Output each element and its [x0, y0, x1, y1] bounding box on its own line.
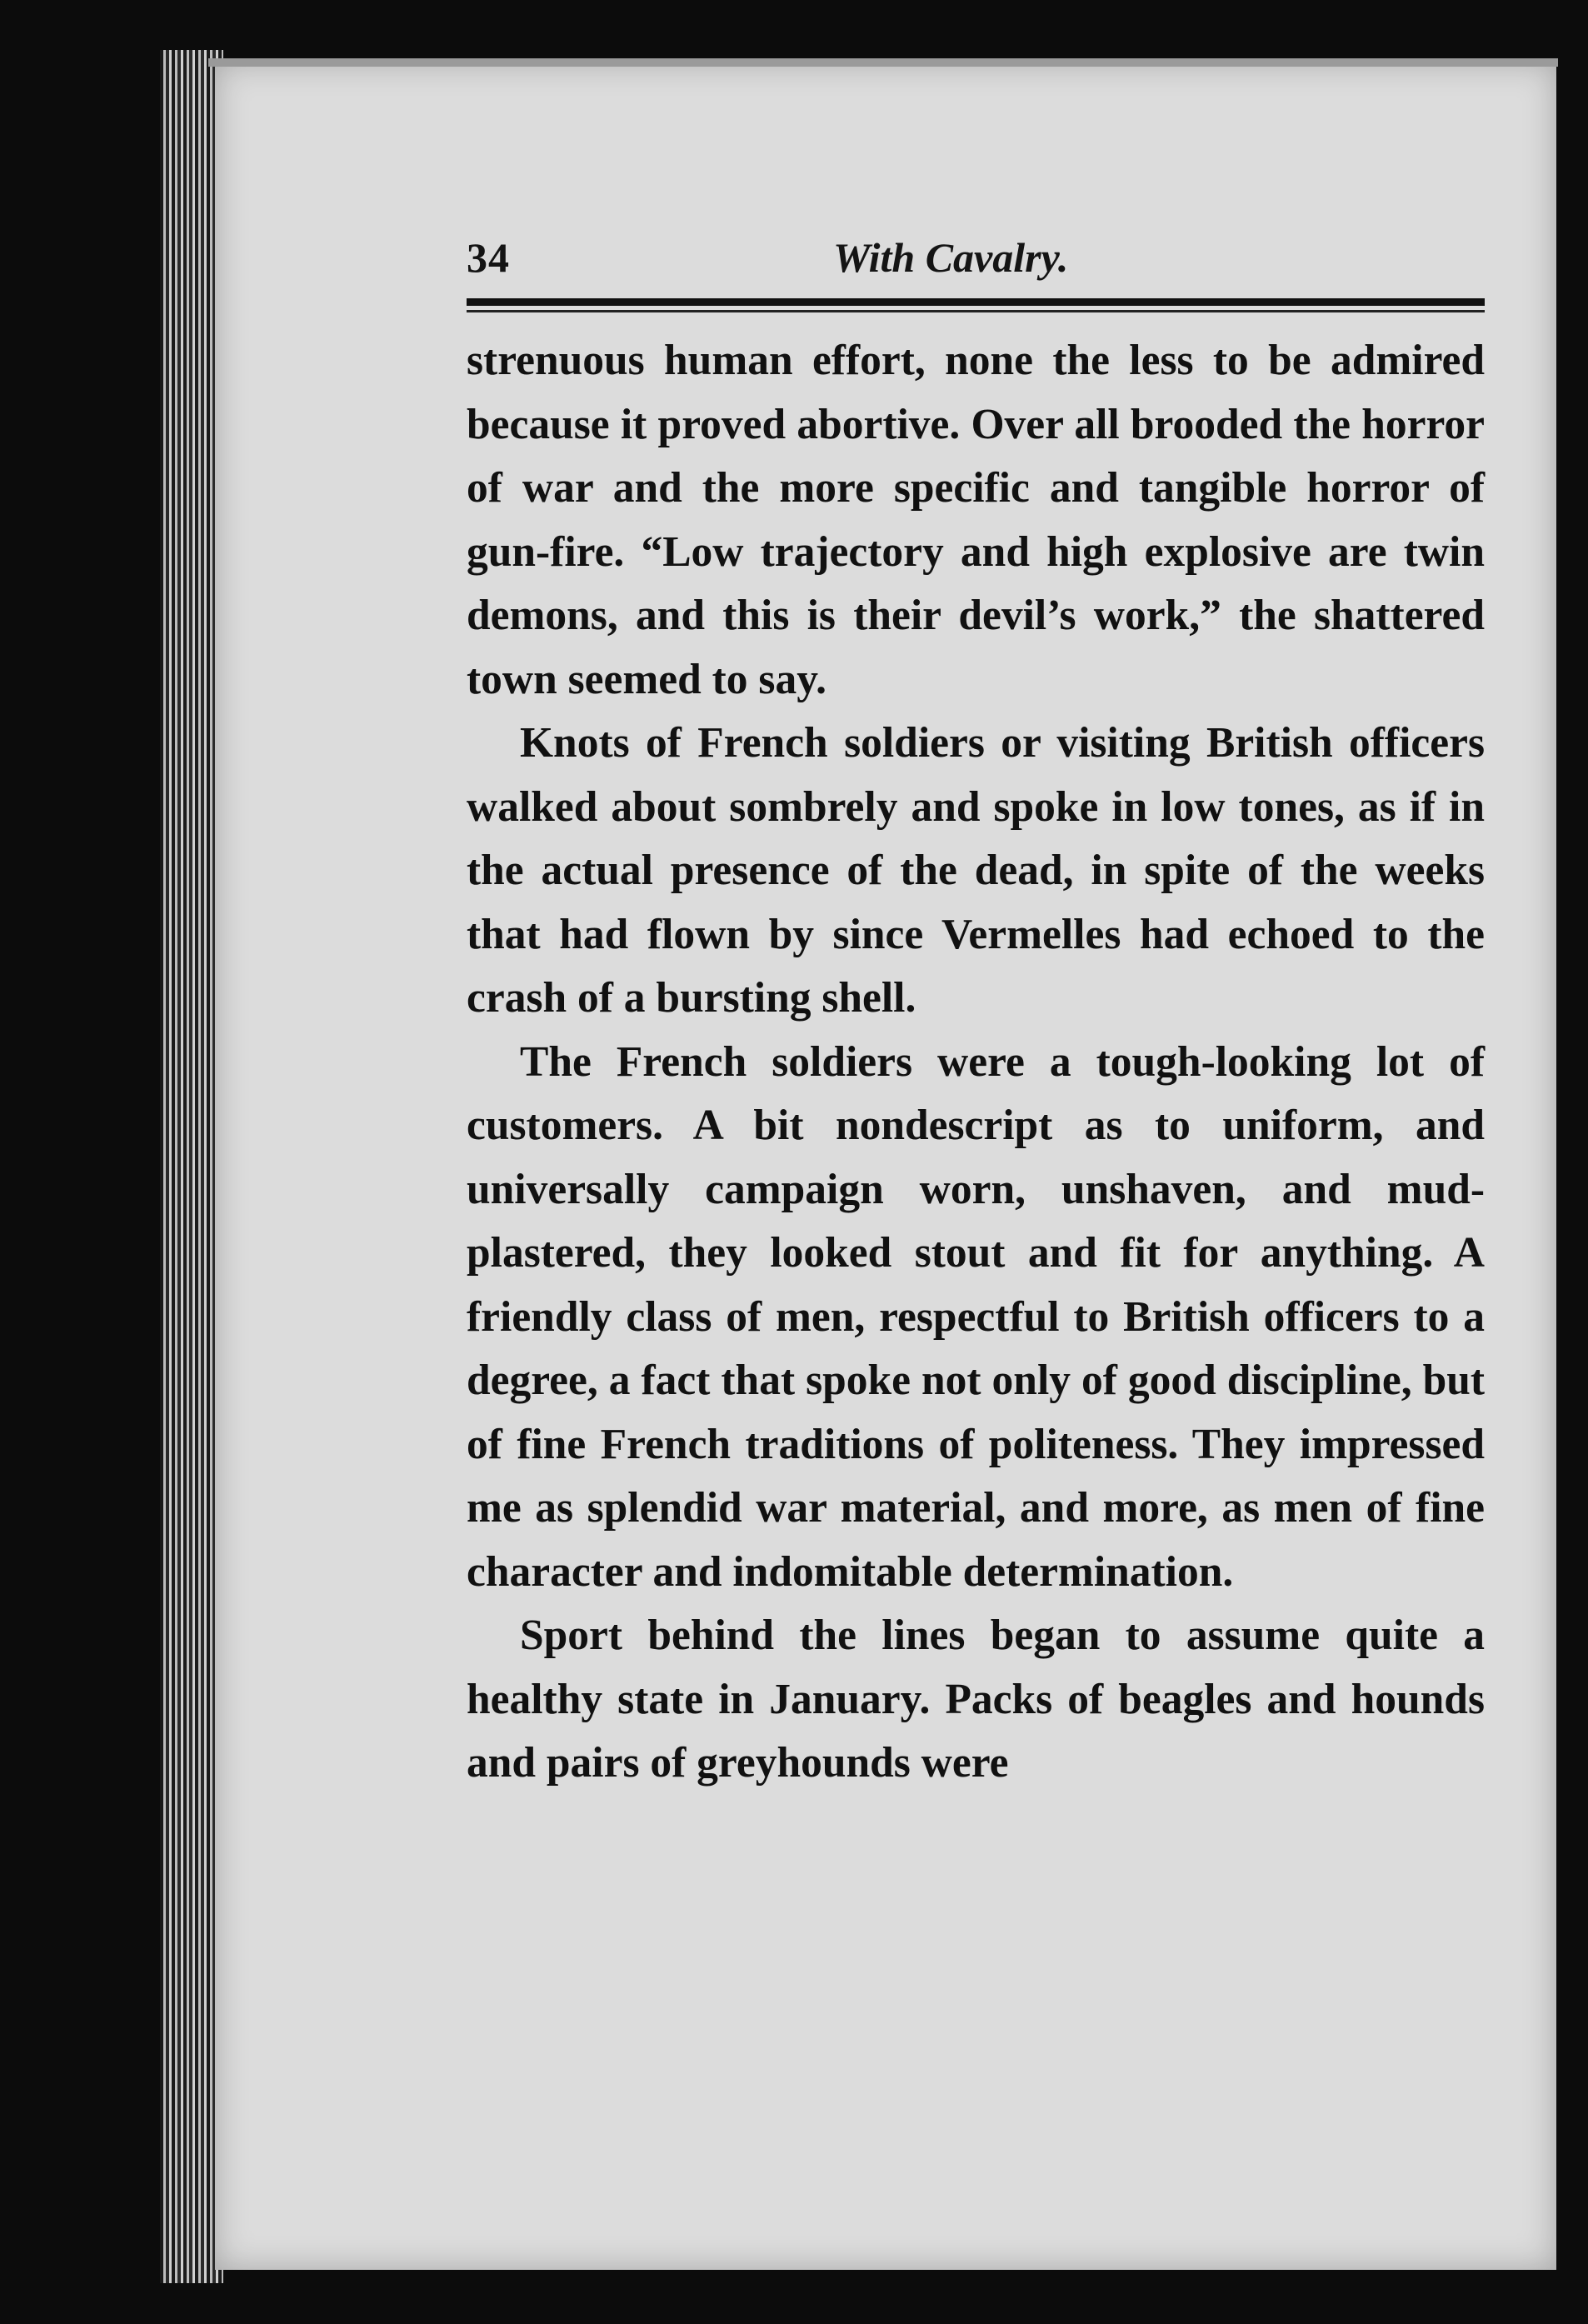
header-rule-thick: [467, 298, 1485, 306]
running-title: With Cavalry.: [833, 234, 1069, 281]
paragraph: Knots of French soldiers or visiting British officers walked about sombrely and spoke in low tones, as if in the actual presence of the dead, in spite of the weeks that had flown by since Vermelles had echoed to the crash of a bursting shell.: [467, 719, 1485, 1022]
header-rule-thin: [467, 310, 1485, 312]
page-number: 34: [467, 234, 510, 281]
paragraph: The French soldiers were a tough-looking lot of customers. A bit nondescript as to uniform, and universally campaign worn, unshaven, and mud-plastered, they looked stout and fit for anything. A friendly class of men, respectful to British officers to a degree, a fact that spoke not only of good discipline, but of fine French traditions of politeness. They impressed me as splendid war material, and more, as men of fine character and indomitable determination.: [467, 1037, 1485, 1596]
running-head: [467, 233, 1485, 292]
paragraph-continued: strenuous human effort, none the less to be admired because it proved abortive. Over all brooded the horror of war and the more specific and tangible horror of gun-fire. “Low trajectory and high explosive are twin demons, and this is their devil’s work,” the shattered town seemed to say.: [467, 337, 1485, 703]
body-text: [467, 329, 1485, 1796]
book-spine-edge: [160, 50, 223, 2283]
paragraph: Sport behind the lines began to assume quite a healthy state in January. Packs of beagles and hounds and pairs of greyhounds were: [467, 1612, 1485, 1787]
page-top-edge: [208, 58, 1558, 67]
